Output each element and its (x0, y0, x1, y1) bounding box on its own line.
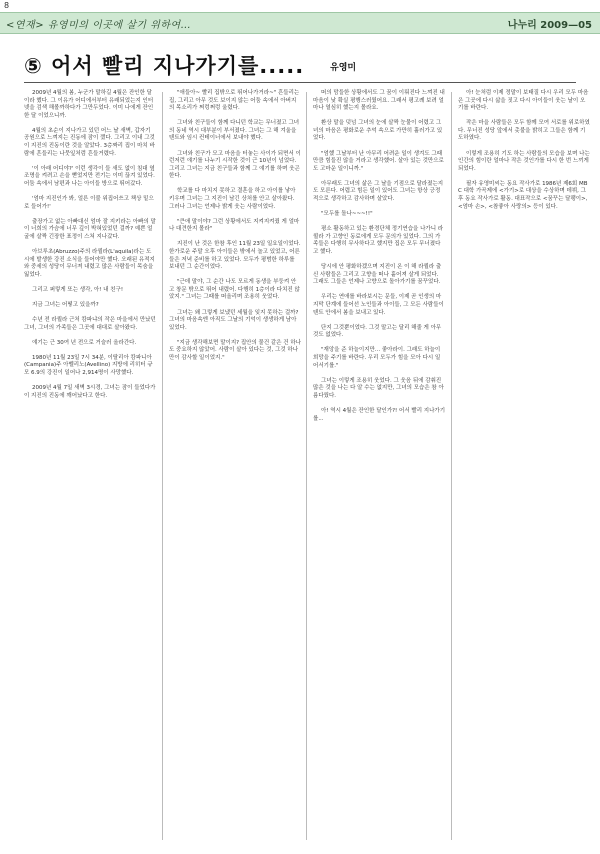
article-paragraph: 그녀와 친구가 모고 마음을 터놓는 사이가 되면서 이런저런 얘기를 나누기 시작한 것이 근 10년이 넘었다. 그리고 그녀는 지금 친구들과 함께 그 얘기를 하며 웃곤 한다. (169, 150, 301, 180)
article-paragraph: 떠의 맘들한 상황에서도 그 꿈이 이뤄진다 느껴진 내 마음이 낮 확실 평행스러웠어요. 그래서 평고례 보려 얼마나 열심히 했는지 몰라요. (313, 90, 445, 112)
article-paragraph: 아브루초(Abruzzo)주의 라퀼라(L'aquila)라는 도시에 발생한 강진 소식을 들어야만 했다. 오래된 유적지와 중세의 성당이 무너져 내렸고 많은 사람들이 목숨을 잃었다. (24, 249, 155, 278)
column-divider (306, 92, 307, 840)
article-paragraph: 지진이 난 것은 한참 후인 11월 23일 일요일이었다. 한가로운 주말 오후 아이들은 밖에서 놀고 있었고, 어른들은 저녁 준비를 하고 있었다. 모두가 평범한 하루를 보내던 그 순간이었다. (169, 241, 301, 271)
article-paragraph: 아무래도 그녀의 삶은 그 날을 기점으로 달라졌는지도 모른다. 어렵고 힘든 일이 있어도 그녀는 항상 긍정적으로 생각하고 감사하며 살았다. (313, 180, 444, 203)
article-paragraph: 단지 그것뿐이었다. 그것 말고는 달리 해줄 게 아무것도 없었다. (313, 324, 442, 339)
article-paragraph: 아! 역시 4월은 잔인한 달인가?! 어서 빨리 지나가기를... (313, 407, 446, 422)
article-paragraph: 수년 전 라퀼라 근처 캄파냐의 작은 마을에서 만났던 그녀, 그녀의 가족들은 그곳에 대대로 살아왔다. (24, 317, 156, 331)
column-1 (24, 90, 156, 408)
article-paragraph: 얘기는 근 30여 년 전으로 거슬러 올라간다. (32, 339, 137, 346)
article-paragraph: 우리는 연애를 바라보시는 문들, 이제 곧 인생의 마지막 단계에 들어선 노인들과 아이들, 그 모든 사람들이 텐트 안에서 봄을 보내고 있다. (313, 294, 444, 316)
series-title: <연재> 유영미의 이곳에 살기 위하여… (6, 20, 192, 31)
article-paragraph: 그녀와 친구들이 함께 다니던 학교는 무너졌고 그녀의 동네 역시 대부분이 부서졌다. 그녀는 그 해 겨울을 텐트와 임시 컨테이너에서 보내야 했다. (169, 120, 300, 142)
page-header (0, 12, 600, 34)
article-paragraph: 그녀는 왜 그렇게 보냈던 세월을 잊지 못하는 걸까? 그녀의 마음속엔 아직도 그날의 기억이 생생하게 남아 있었다. (169, 309, 299, 331)
column-divider (451, 92, 452, 840)
article-paragraph: 2009년 4월 7일 새벽 3시경, 그녀는 잠이 들었다가 이 지진의 진동에 깨어났다고 한다. (24, 385, 156, 399)
article-paragraph: "애들아~ 빨리 집밖으로 뛰어나가거라~" 흔들리는 집, 그리고 아무 것도 보이지 않는 어둠 속에서 아버지의 목소리가 쩌렁쩌렁 울렸다. (169, 90, 300, 112)
column-4 (458, 90, 590, 219)
article-paragraph: "엄했 그날부터 난 아무리 어려운 일이 생겨도 그때 만큼 힘들진 않을 거라고 생각했어. 살아 있는 것만으로도 고마운 일이니까." (313, 150, 444, 172)
article-paragraph: '이 아래 어디야?' 이런 생각이 들 새도 없이 침대 옆 조명을 켜려고 손을 뻗었지만 전기는 이미 끊겨 있었다. 어둠 속에서 남편과 나는 아이들 방으로 뛰어갔다. (24, 165, 155, 187)
article-paragraph: 이렇게 조용히 기도 하는 사람들의 모습을 보며 나는 인간의 힘이란 얼마나 작은 것인가를 다시 한 번 느끼게 되었다. (458, 150, 590, 172)
article-paragraph: 평소 활동하고 있는 환경단체 정기연습을 나가니 라퀼라 가 고향인 동료에게 모두 문의가 있었다. 그의 가족들은 다행히 무사하다고 했지만 집은 모두 무너졌다고 했다. (313, 226, 444, 255)
article-paragraph: 환상 말을 덧넘 그녀의 눈에 살짝 눈물이 어렸고 그녀의 마음은 평화로운 추억 속으로 가만히 흘러가고 있었다. (313, 120, 443, 142)
article-title: ⑤ 어서 빨리 지나가기를..... (24, 54, 305, 78)
article-paragraph: 작은 마을 사람들은 모두 함께 모여 서로를 위로하였다. 무너진 성당 앞에서 촛불을 밝히고 그들은 함께 기도하였다. (458, 120, 590, 142)
page-number: 8 (4, 1, 10, 10)
article-paragraph: "재앙을 준 하늘이지만... 좋아라이. 그래도 하늘이 희망을 주기를 바란다. 우리 모두가 힘을 모아 다시 일어서기를." (313, 347, 441, 369)
article-paragraph: 출장가고 없는 아빠대신 엄마 잘 지키라는 아빠의 말이 너희의 가슴에 너무 깊이 박혀있었던 걸까? 예쁜 얼굴에 살짝 긴장한 표정이 스쳐 지나갔다. (24, 218, 156, 240)
article-paragraph: 그리고 퍼렇게 또는 생각, 아! 내 친구! (32, 286, 124, 293)
article-paragraph: 2009년 4월의 봄, 누군가 말하길 4월은 잔인한 달이라 했다. 그 이유가 어디에서부터 유래되었는지 인터넷을 검색 해볼까하다가 그만두었다. 이미 나에게 잔인한 달 이었으니까. (24, 90, 154, 119)
article-paragraph: "근데 말야, 그 순간 나도 모르게 동생을 부둥켜 안고 창문 밖으로 뛰어 내렸어. 다행히 1층이라 다치진 않았지." 그녀는 그때를 떠올리며 조용히 웃었다. (169, 279, 300, 301)
article-paragraph: '엄마 지진인가 봐, 얼른 이불 위집어쓰고 책상 밑으로 들어가!' (24, 196, 154, 210)
article-paragraph: 1980년 11월 23일 7시 34분, 이탈리아 캄파니아(Campania)주 아벨리노(Avellino) 지방에 리히터 규모 6.9의 강진이 일어나 2,914명이 사망했다. (24, 354, 153, 377)
article-paragraph: 학교를 다 마치지 못하고 결혼을 하고 아이를 낳아 키우며 그녀는 그 지진이 남긴 상처를 안고 살아왔다. 그러나 그녀는 언제나 밝게 웃는 사람이었다. (169, 188, 296, 210)
issue-label: 나누리 2009—05 (507, 20, 592, 31)
article-paragraph: "큰애 말이야? 그런 상황에서도 지켜지켜줬 게 얼마나 대견한지 몰라" (169, 218, 300, 233)
article-paragraph: "모두를 돌나~~~!!" (321, 211, 373, 218)
column-2 (169, 90, 301, 370)
article-author: 유영미 (330, 63, 357, 73)
article-paragraph: 4월의 초순이 지나가고 있던 어느 날 새벽, 갑자기 공원으로 느껴지는 진동에 잠이 깼다. 그리고 이내 그것이 지진의 진동이란 것을 알았다. 3층짜리 집이 마치 바람에 흔들리는 나뭇잎처럼 흔들거렸다. (24, 127, 155, 157)
column-3 (313, 90, 445, 431)
article-paragraph: 아! 눈처럼 이제 정말이 보태질 다시 우리 모두 마음은 그곳에 다시 삶을 짓고 다시 아이들이 웃는 날이 오기를 바란다. (458, 90, 589, 112)
article-paragraph: 필자 유영미씨는 동요 작사가로 1986년 제6회 MBC 대학 가곡제에 <가기>로 대상을 수상하며 데뷔, 그 후 동요 작사가로 활동. 대표작으로 <꿈꾸는 달팽이>, <엄마 손>, <참좋아 사랑의> 등이 있다. (458, 180, 588, 210)
column-divider (162, 92, 163, 840)
article-paragraph: 당시에 안 평화하겠으며 지진이 온 이 해 라퀼라 출신 사람들은 그리고 고향을 떠나 흩어져 살게 되었다. 그래도 그들은 언제나 고향으로 돌아가기를 꿈꾸었다. (313, 264, 442, 286)
article-paragraph: 그녀는 이렇게 조용히 웃었다. 그 웃음 뒤에 감춰진 많은 것을 나는 다 알 수는 없지만, 그녀의 모습은 참 아름다웠다. (313, 377, 444, 399)
article-paragraph: "지금 생각해보면 말이지? 집안의 물건 같은 건 하나도 중요하지 않았어. 사람이 살아 있다는 것, 그것 하나만이 감사할 일이었지." (169, 339, 301, 362)
title-rule (24, 82, 576, 83)
article-paragraph: 지금 그녀는 어떻고 있을까? (32, 301, 99, 308)
